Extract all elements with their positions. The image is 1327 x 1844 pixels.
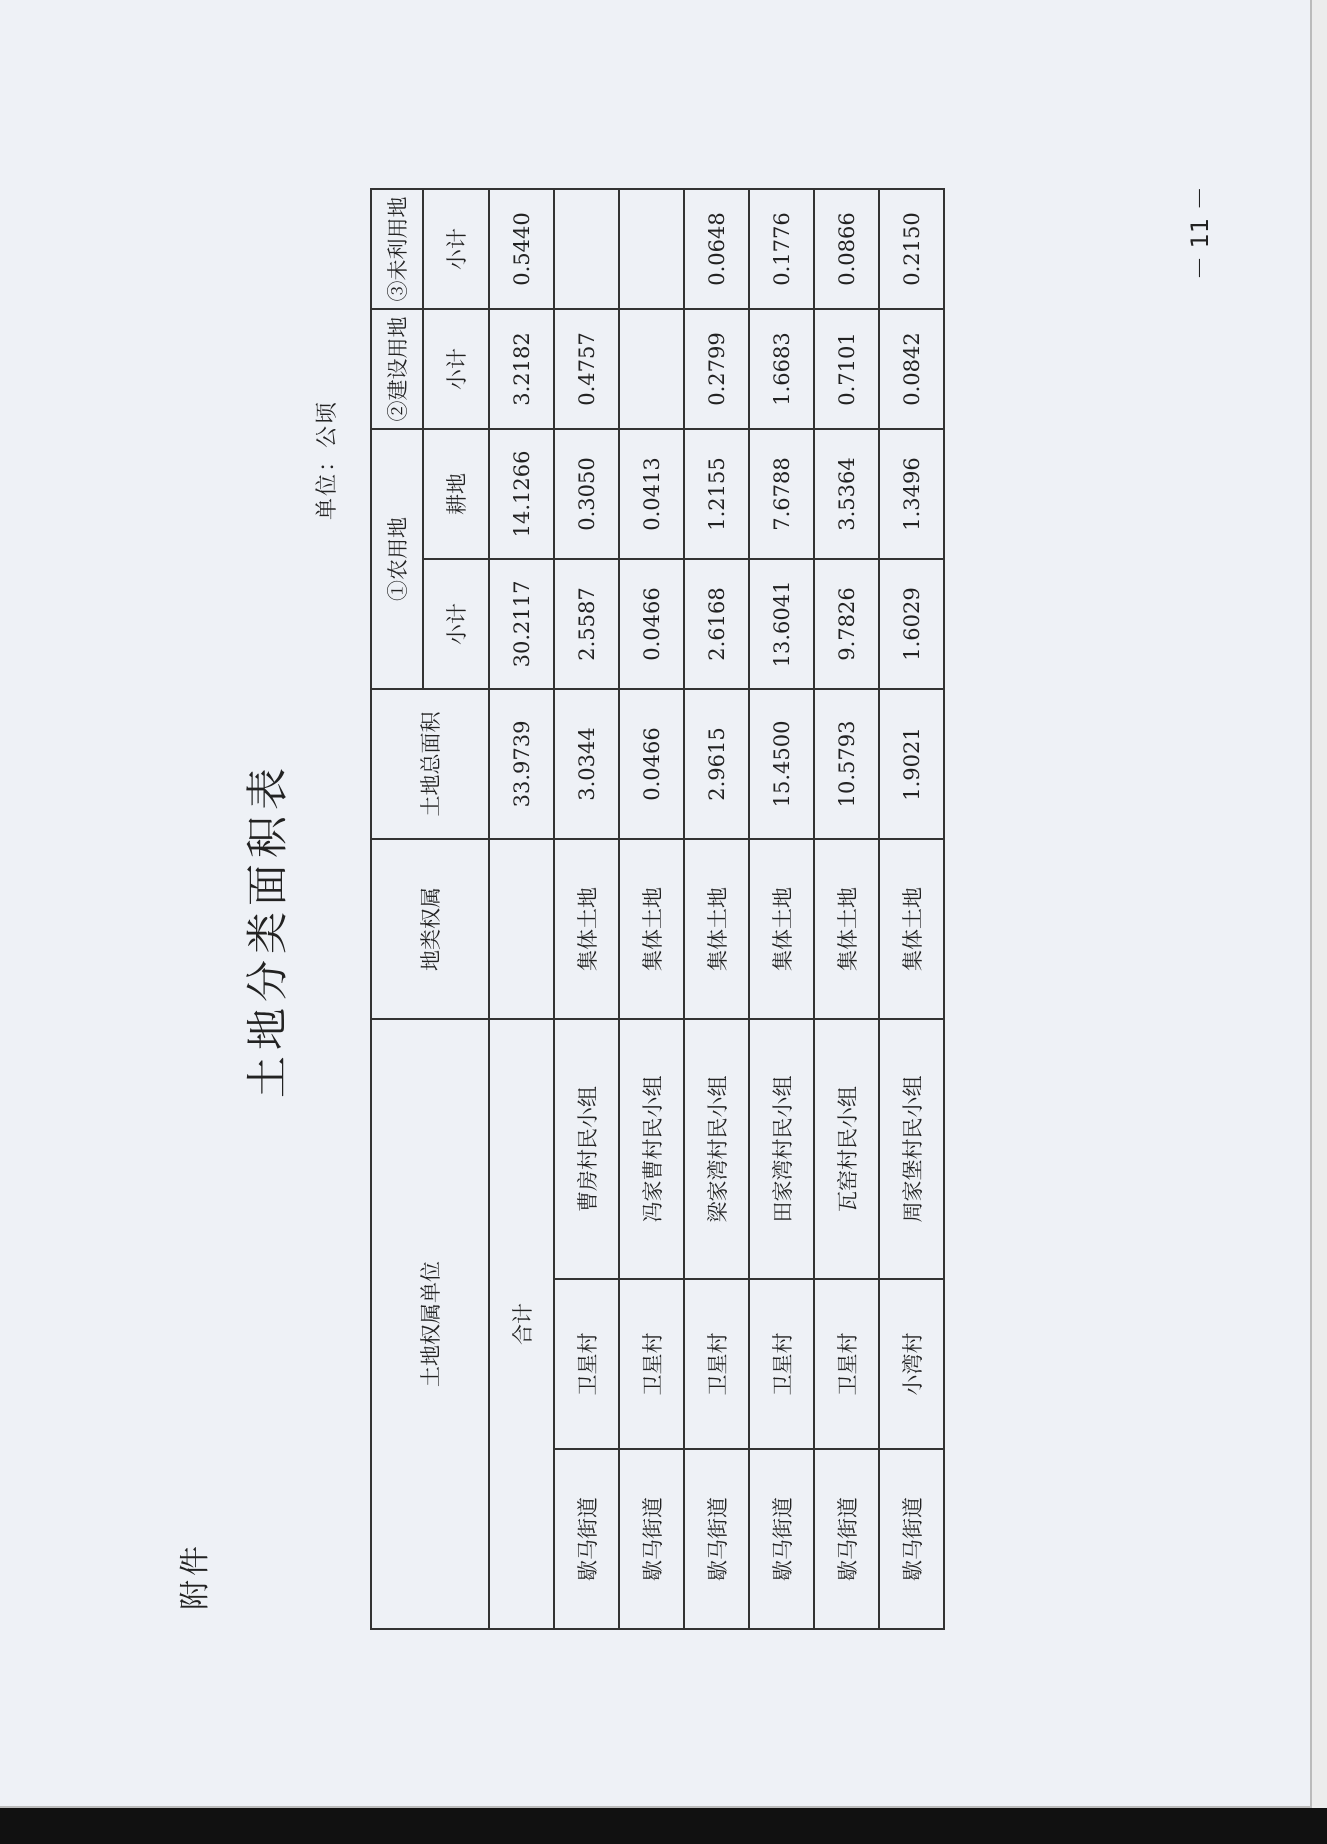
street-cell: 歇马街道 [619,1449,684,1629]
cultivated-cell: 1.2155 [684,429,749,559]
cultivated-cell: 7.6788 [749,429,814,559]
group-cell: 周家堡村民小组 [879,1019,944,1279]
total-area-value: 33.9739 [489,689,554,839]
street-cell: 歇马街道 [684,1449,749,1629]
unused-cell: 0.2150 [879,189,944,309]
header-ownership-type: 地类权属 [371,839,489,1019]
agri-subtotal-cell: 13.6041 [749,559,814,689]
construction-cell [619,309,684,429]
village-cell: 卫星村 [619,1279,684,1449]
ownership-cell: 集体土地 [684,839,749,1019]
total-row [489,189,554,1629]
total-area-cell: 0.0466 [619,689,684,839]
header-agri-subtotal: 小计 [423,559,489,689]
cultivated-cell: 1.3496 [879,429,944,559]
total-area-cell: 3.0344 [554,689,619,839]
construction-cell: 0.0842 [879,309,944,429]
total-unused: 0.5440 [489,189,554,309]
agri-subtotal-cell: 2.5587 [554,559,619,689]
street-cell: 歇马街道 [749,1449,814,1629]
header-owner-unit: 土地权属单位 [371,1019,489,1629]
header-unused-subtotal: 小计 [423,189,489,309]
unused-cell [619,189,684,309]
unused-cell: 0.1776 [749,189,814,309]
unused-cell [554,189,619,309]
ownership-cell: 集体土地 [619,839,684,1019]
cultivated-cell: 0.3050 [554,429,619,559]
header-cultivated: 耕地 [423,429,489,559]
land-area-table [370,188,945,1630]
table-row [814,189,879,1629]
village-cell: 卫星村 [749,1279,814,1449]
header-construction: ②建设用地 [371,309,423,429]
construction-cell: 1.6683 [749,309,814,429]
village-cell: 小湾村 [879,1279,944,1449]
annex-label: 附件 [178,1542,213,1610]
total-area-cell: 2.9615 [684,689,749,839]
page-title: 土地分类面积表 [243,762,292,1099]
ownership-cell: 集体土地 [749,839,814,1019]
ownership-cell: 集体土地 [554,839,619,1019]
total-label: 合计 [489,1019,554,1629]
group-cell: 田家湾村民小组 [749,1019,814,1279]
page-number: － 11 － [1186,186,1214,280]
street-cell: 歇马街道 [814,1449,879,1629]
table-row [619,189,684,1629]
village-cell: 卫星村 [814,1279,879,1449]
agri-subtotal-cell: 1.6029 [879,559,944,689]
total-agri-subtotal: 30.2117 [489,559,554,689]
table-row [749,189,814,1629]
group-cell: 梁家湾村民小组 [684,1019,749,1279]
rotated-content [140,186,1300,1660]
total-ownership [489,839,554,1019]
header-row-1 [371,189,423,1629]
agri-subtotal-cell: 2.6168 [684,559,749,689]
scan-border [0,1808,1327,1844]
ownership-cell: 集体土地 [814,839,879,1019]
total-area-cell: 10.5793 [814,689,879,839]
group-cell: 曹房村民小组 [554,1019,619,1279]
ownership-cell: 集体土地 [879,839,944,1019]
agri-subtotal-cell: 0.0466 [619,559,684,689]
total-construction: 3.2182 [489,309,554,429]
village-cell: 卫星村 [684,1279,749,1449]
total-area-cell: 1.9021 [879,689,944,839]
construction-cell: 0.4757 [554,309,619,429]
group-cell: 冯家曹村民小组 [619,1019,684,1279]
construction-cell: 0.2799 [684,309,749,429]
village-cell: 卫星村 [554,1279,619,1449]
group-cell: 瓦窑村民小组 [814,1019,879,1279]
table-row [684,189,749,1629]
construction-cell: 0.7101 [814,309,879,429]
cultivated-cell: 0.0413 [619,429,684,559]
header-unused: ③未利用地 [371,189,423,309]
table-row [554,189,619,1629]
street-cell: 歇马街道 [554,1449,619,1629]
header-total-area: 土地总面积 [371,689,489,839]
unused-cell: 0.0648 [684,189,749,309]
agri-subtotal-cell: 9.7826 [814,559,879,689]
table-row [879,189,944,1629]
unit-label: 单位：公顷 [315,399,340,520]
header-agricultural: ①农用地 [371,429,423,689]
header-construction-subtotal: 小计 [423,309,489,429]
total-area-cell: 15.4500 [749,689,814,839]
street-cell: 歇马街道 [879,1449,944,1629]
total-cultivated: 14.1266 [489,429,554,559]
unused-cell: 0.0866 [814,189,879,309]
cultivated-cell: 3.5364 [814,429,879,559]
